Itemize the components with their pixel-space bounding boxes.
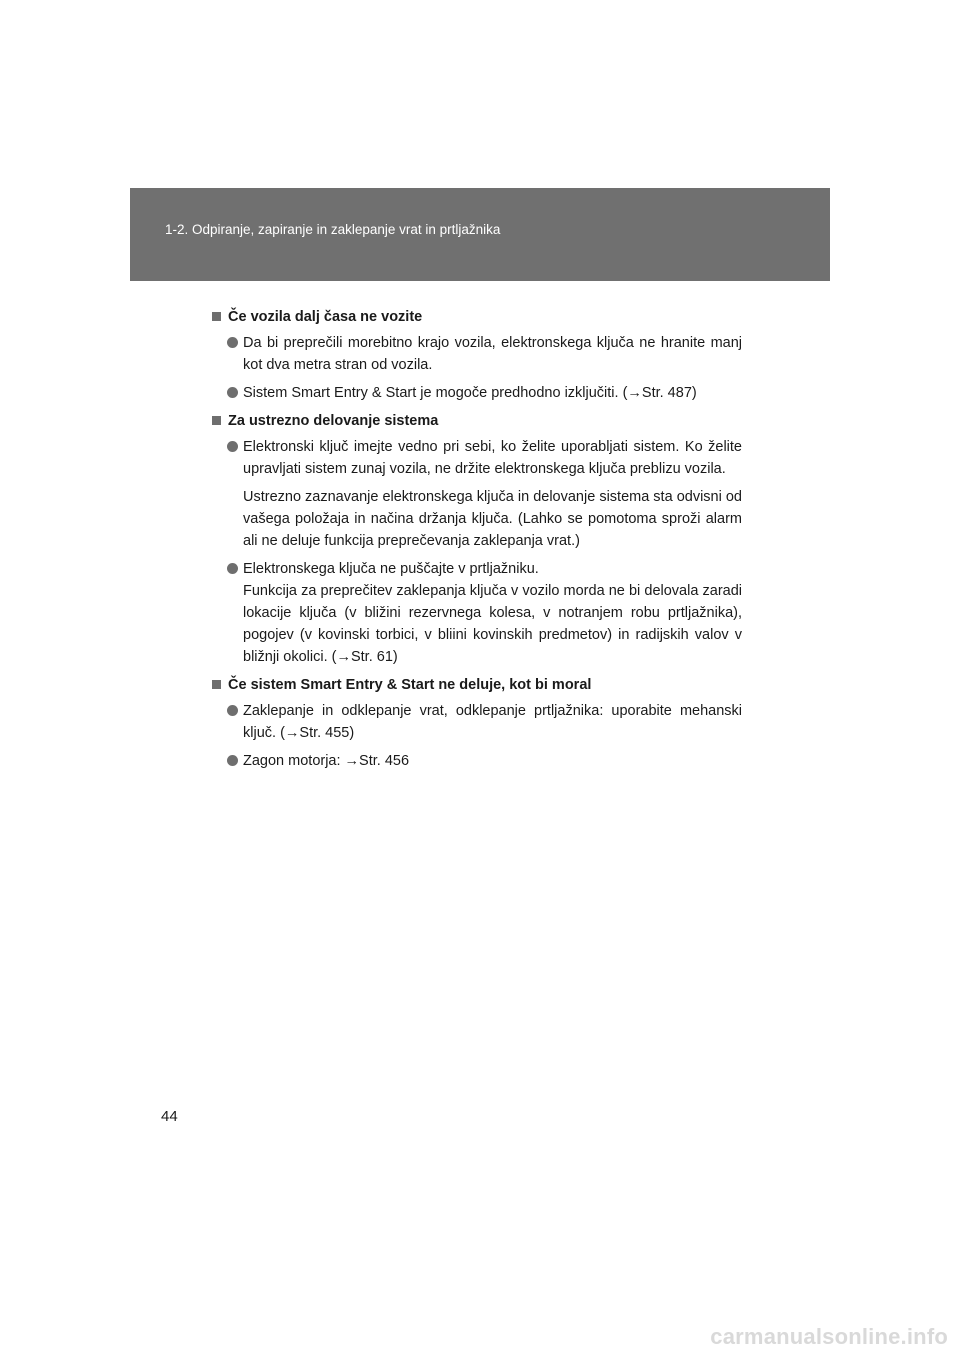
list-item xyxy=(212,700,742,744)
round-bullet-icon xyxy=(227,705,238,716)
square-bullet-icon xyxy=(212,312,221,321)
item-text: Elektronskega ključa ne puščajte v prtljažniku. xyxy=(243,561,539,577)
section-title: Če vozila dalj časa ne vozite xyxy=(212,306,742,328)
square-bullet-icon xyxy=(212,680,221,689)
chapter-header-band xyxy=(130,188,830,281)
watermark-logo: carmanualsonline.info xyxy=(710,1324,948,1349)
list-item xyxy=(212,558,742,668)
section-title: Če sistem Smart Entry & Start ne deluje, kot bi moral xyxy=(212,674,742,696)
item-text: Elektronski ključ imejte vedno pri sebi, ko želite uporabljati sistem. Ko želite upravljati sistem zunaj vozila, ne držite elektronskega ključa preblizu vozila. xyxy=(243,439,742,477)
section-long-term-parking xyxy=(212,306,742,404)
round-bullet-icon xyxy=(227,387,238,398)
item-text: Zaklepanje in odklepanje vrat, odklepanje prtljažnika: uporabite mehanski ključ. (→Str. 455) xyxy=(243,703,742,741)
round-bullet-icon xyxy=(227,563,238,574)
item-text: Ustrezno zaznavanje elektronskega ključa in delovanje sistema sta odvisni od vašega položaja in načina držanja ključa. (Lahko se pomotoma sproži alarm ali ne deluje funkcija preprečevanja zaklepanja vrat.) xyxy=(243,489,742,549)
page-number: 44 xyxy=(161,1108,178,1125)
chapter-title: 1-2. Odpiranje, zapiranje in zaklepanje vrat in prtljažnika xyxy=(165,222,501,237)
section-system-malfunction xyxy=(212,674,742,772)
round-bullet-icon xyxy=(227,441,238,452)
item-text: Da bi preprečili morebitno krajo vozila, elektronskega ključa ne hranite manj kot dva metra stran od vozila. xyxy=(243,335,742,373)
item-text: Zagon motorja: →Str. 456 xyxy=(243,753,410,769)
list-item xyxy=(212,750,742,772)
round-bullet-icon xyxy=(227,337,238,348)
list-item xyxy=(212,332,742,376)
section-title: Za ustrezno delovanje sistema xyxy=(212,410,742,432)
item-text: Funkcija za preprečitev zaklepanja ključa v vozilo morda ne bi delovala zaradi lokacije ključa (v bližini rezervnega kolesa, v notranjem robu prtljažnika), pogojev (v kovinski torbici, v bliini kovinskih predmetov) in radijskih valov v bližnji okolici. (→Str. 61) xyxy=(243,583,742,665)
round-bullet-icon xyxy=(227,755,238,766)
item-text: Sistem Smart Entry & Start je mogoče predhodno izključiti. (→Str. 487) xyxy=(243,385,697,401)
page-content xyxy=(212,306,742,778)
section-proper-operation xyxy=(212,410,742,668)
list-item xyxy=(212,436,742,552)
square-bullet-icon xyxy=(212,416,221,425)
list-item xyxy=(212,382,742,404)
